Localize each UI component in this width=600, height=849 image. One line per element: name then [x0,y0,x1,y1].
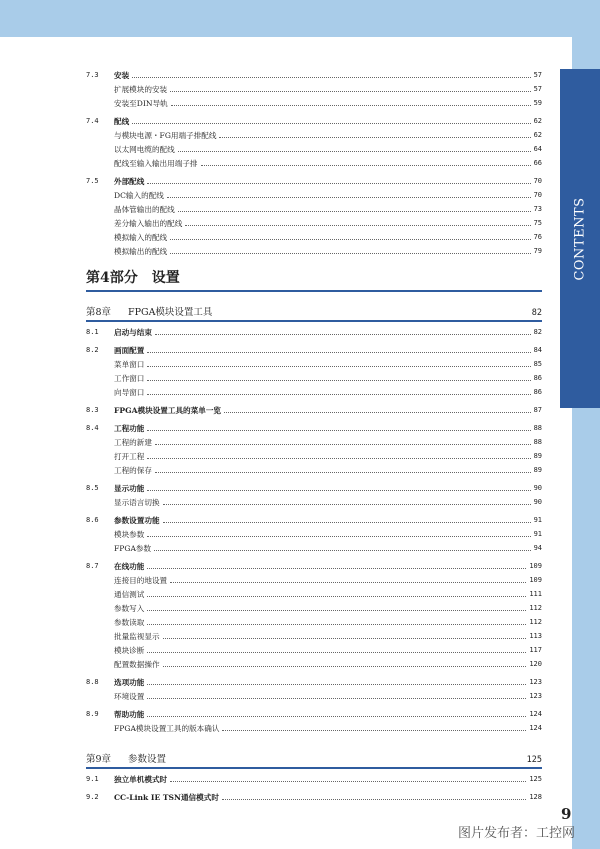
pre-entries-list [86,68,542,258]
chapter-8-page: 82 [531,308,542,318]
leader-dots [171,105,531,106]
leader-dots [147,380,530,381]
toc-section-row[interactable] [86,114,542,128]
entry-title: DC输入的配线 [114,190,164,200]
leader-dots [147,596,526,597]
section-number: 7.4 [86,117,99,125]
entry-page: 70 [533,191,542,199]
entry-title: 参数读取 [114,617,145,627]
entry-title: FPGA模块设置工具的菜单一览 [114,405,222,415]
entry-page: 59 [533,99,542,107]
entry-page: 112 [529,618,542,626]
toc-subsection-row[interactable] [86,96,542,110]
toc-subsection-row[interactable] [86,615,542,629]
section-number: 7.3 [86,71,99,79]
table-of-contents [86,68,542,804]
entry-title: 模块参数 [114,529,145,539]
toc-subsection-row[interactable] [86,156,542,170]
chapter-9-entries [86,772,542,804]
toc-subsection-row[interactable] [86,527,542,541]
chapter-8-rule [86,320,542,322]
toc-subsection-row[interactable] [86,216,542,230]
entry-title: 与模块电源・FG用端子排配线 [114,130,217,140]
toc-section-row[interactable] [86,174,542,188]
leader-dots [163,504,531,505]
part-number: 第4部分 [86,270,138,286]
toc-subsection-row[interactable] [86,188,542,202]
leader-dots [163,666,527,667]
top-color-band [0,0,600,37]
section-number: 8.6 [86,516,99,524]
leader-dots [167,197,531,198]
entry-title: 工程的保存 [114,465,152,475]
entry-title: 帮助功能 [114,709,145,719]
leader-dots [163,638,527,639]
leader-dots [178,211,531,212]
leader-dots [147,610,526,611]
leader-dots [170,253,530,254]
leader-dots [155,444,531,445]
leader-dots [147,716,526,717]
chapter-9-title: 参数设置 [128,754,167,765]
entry-title: 独立单机模式时 [114,774,168,784]
toc-section-row[interactable] [86,343,542,357]
chapter-9-rule [86,767,542,769]
leader-dots [185,225,530,226]
leader-dots [178,151,531,152]
entry-title: CC-Link IE TSN通信模式时 [114,792,219,802]
toc-subsection-row[interactable] [86,82,542,96]
leader-dots [163,522,531,523]
toc-subsection-row[interactable] [86,601,542,615]
entry-title: 外部配线 [114,176,145,186]
entry-page: 70 [533,177,542,185]
entry-page: 125 [529,775,542,783]
toc-section-row[interactable] [86,772,542,786]
entry-title: 以太网电缆的配线 [114,144,175,154]
leader-dots [155,472,531,473]
toc-section-row[interactable] [86,403,542,417]
leader-dots [147,458,530,459]
entry-title: 工作窗口 [114,373,145,383]
entry-page: 120 [529,660,542,668]
toc-subsection-row[interactable] [86,689,542,703]
entry-title: 显示语言切换 [114,497,160,507]
section-number: 8.4 [86,424,99,432]
toc-section-row[interactable] [86,421,542,435]
toc-subsection-row[interactable] [86,230,542,244]
part-rule [86,290,542,292]
entry-page: 124 [529,710,542,718]
entry-page: 91 [533,530,542,538]
entry-page: 76 [533,233,542,241]
entry-title: 显示功能 [114,483,145,493]
entry-title: 参数写入 [114,603,145,613]
entry-title: 启动与结束 [114,327,152,337]
entry-title: 安装至DIN导轨 [114,98,168,108]
leader-dots [132,77,530,78]
entry-page: 113 [529,632,542,640]
toc-subsection-row[interactable] [86,357,542,371]
leader-dots [147,536,530,537]
entry-title: 画面配置 [114,345,145,355]
entry-page: 86 [533,388,542,396]
entry-page: 89 [533,466,542,474]
entry-page: 79 [533,247,542,255]
entry-page: 91 [533,516,542,524]
entry-page: 62 [533,117,542,125]
entry-title: 模拟输出的配线 [114,246,168,256]
leader-dots [219,137,530,138]
entry-page: 64 [533,145,542,153]
entry-page: 128 [529,793,542,801]
entry-page: 90 [533,498,542,506]
entry-title: 配线至输入输出用端子排 [114,158,198,168]
section-number: 9.2 [86,793,99,801]
entry-page: 85 [533,360,542,368]
leader-dots [147,183,530,184]
part-title: 设置 [151,270,180,286]
toc-section-row[interactable] [86,68,542,82]
entry-title: FPGA模块设置工具的版本确认 [114,723,220,733]
entry-page: 87 [533,406,542,414]
entry-title: 批量监视显示 [114,631,160,641]
section-number: 8.5 [86,484,99,492]
leader-dots [147,366,530,367]
entry-page: 123 [529,692,542,700]
entry-title: 通信测试 [114,589,145,599]
watermark: 图片发布者：工控网 [458,826,576,841]
leader-dots [222,730,526,731]
entry-page: 94 [533,544,542,552]
toc-subsection-row[interactable] [86,449,542,463]
entry-title: 扩展模块的安装 [114,84,168,94]
leader-dots [147,652,526,653]
entry-title: 菜单窗口 [114,359,145,369]
leader-dots [222,799,526,800]
toc-subsection-row[interactable] [86,435,542,449]
leader-dots [201,165,531,166]
leader-dots [147,352,530,353]
entry-page: 123 [529,678,542,686]
section-number: 9.1 [86,775,99,783]
leader-dots [170,239,530,240]
entry-title: 配线 [114,116,130,126]
entry-title: 模拟输入的配线 [114,232,168,242]
chapter-8-title: FPGA模块设置工具 [128,307,213,318]
leader-dots [147,624,526,625]
toc-section-row[interactable] [86,513,542,527]
entry-page: 112 [529,604,542,612]
entry-title: FPGA参数 [114,543,152,553]
entry-page: 124 [529,724,542,732]
entry-page: 82 [533,328,542,336]
entry-title: 差分输入输出的配线 [114,218,183,228]
entry-page: 66 [533,159,542,167]
entry-title: 连接目的地设置 [114,575,168,585]
toc-subsection-row[interactable] [86,495,542,509]
leader-dots [147,684,526,685]
section-number: 8.9 [86,710,99,718]
section-number: 8.2 [86,346,99,354]
section-number: 8.7 [86,562,99,570]
toc-section-row[interactable] [86,481,542,495]
toc-subsection-row[interactable] [86,202,542,216]
entry-page: 88 [533,438,542,446]
leader-dots [147,698,526,699]
section-number: 8.3 [86,406,99,414]
entry-title: 环境设置 [114,691,145,701]
toc-subsection-row[interactable] [86,587,542,601]
toc-section-row[interactable] [86,559,542,573]
toc-subsection-row[interactable] [86,657,542,671]
contents-tab-label: CONTENTS [572,196,588,281]
entry-page: 89 [533,452,542,460]
leader-dots [170,582,526,583]
chapter-8-entries [86,325,542,735]
toc-subsection-row[interactable] [86,463,542,477]
entry-title: 打开工程 [114,451,145,461]
leader-dots [170,91,530,92]
leader-dots [147,490,530,491]
toc-subsection-row[interactable] [86,244,542,258]
entry-title: 工程的新建 [114,437,152,447]
entry-title: 配置数据操作 [114,659,160,669]
entry-title: 安装 [114,70,130,80]
leader-dots [170,781,526,782]
entry-page: 57 [533,85,542,93]
leader-dots [147,568,526,569]
entry-title: 工程功能 [114,423,145,433]
chapter-9-page: 125 [526,755,542,765]
entry-page: 88 [533,424,542,432]
entry-page: 75 [533,219,542,227]
entry-page: 86 [533,374,542,382]
toc-section-row[interactable] [86,707,542,721]
chapter-9-number: 第9章 [86,754,112,765]
entry-title: 模块诊断 [114,645,145,655]
entry-page: 109 [529,562,542,570]
chapter-8-heading[interactable] [86,300,542,318]
toc-subsection-row[interactable] [86,371,542,385]
leader-dots [147,394,530,395]
leader-dots [147,430,530,431]
entry-title: 在线功能 [114,561,145,571]
leader-dots [155,334,531,335]
section-number: 8.1 [86,328,99,336]
entry-title: 参数设置功能 [114,515,160,525]
toc-subsection-row[interactable] [86,629,542,643]
toc-subsection-row[interactable] [86,142,542,156]
toc-subsection-row[interactable] [86,541,542,555]
entry-page: 111 [529,590,542,598]
section-number: 8.8 [86,678,99,686]
chapter-9-heading[interactable] [86,747,542,765]
entry-page: 84 [533,346,542,354]
section-number: 7.5 [86,177,99,185]
entry-page: 62 [533,131,542,139]
entry-title: 选项功能 [114,677,145,687]
entry-page: 57 [533,71,542,79]
toc-subsection-row[interactable] [86,573,542,587]
leader-dots [154,550,530,551]
toc-section-row[interactable] [86,790,542,804]
entry-page: 73 [533,205,542,213]
entry-page: 90 [533,484,542,492]
toc-subsection-row[interactable] [86,721,542,735]
toc-subsection-row[interactable] [86,128,542,142]
entry-page: 117 [529,646,542,654]
toc-section-row[interactable] [86,675,542,689]
entry-page: 109 [529,576,542,584]
toc-subsection-row[interactable] [86,643,542,657]
chapter-8-number: 第8章 [86,307,112,318]
part-heading [86,264,542,290]
leader-dots [132,123,530,124]
entry-title: 向导窗口 [114,387,145,397]
toc-section-row[interactable] [86,325,542,339]
contents-side-tab[interactable] [560,69,600,408]
entry-title: 晶体管输出的配线 [114,204,175,214]
toc-subsection-row[interactable] [86,385,542,399]
leader-dots [224,412,531,413]
page-number: 9 [561,805,572,823]
